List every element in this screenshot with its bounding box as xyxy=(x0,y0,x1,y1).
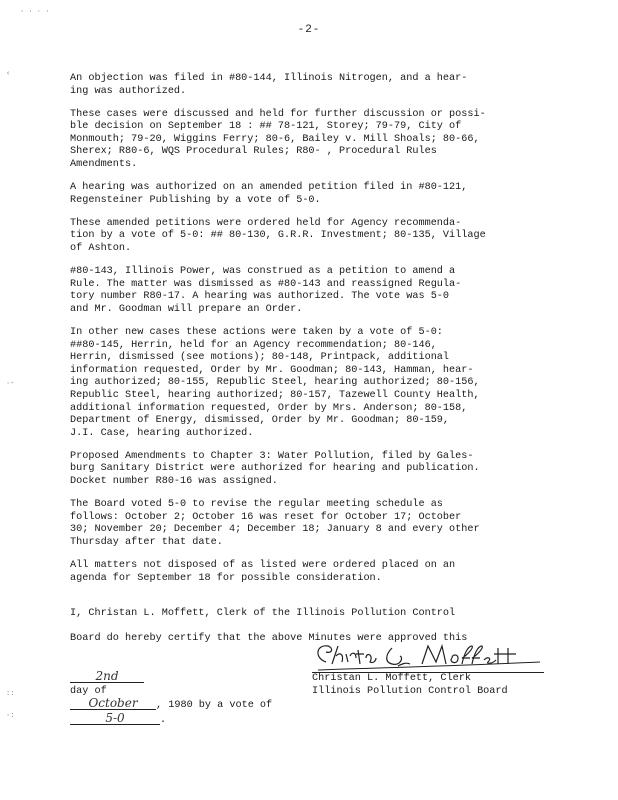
clerk-title: Illinois Pollution Control Board xyxy=(312,685,508,697)
scan-mark: ·: xyxy=(6,712,15,720)
paragraph: Proposed Amendments to Chapter 3: Water Pollution, filed by Gales- burg Sanitary District were authorized for hearing and publication. Docket number R80-16 was assigned. xyxy=(70,450,480,488)
year-label: , 1980 by a vote of xyxy=(156,700,273,712)
certification-line: I, Christan L. Moffett, Clerk of the Illinois Pollution Control xyxy=(70,608,456,620)
handwritten-vote: 5-0 xyxy=(70,713,160,725)
signature-block xyxy=(312,640,572,698)
clerk-name: Christan L. Moffett, Clerk xyxy=(312,673,471,684)
paragraph: These cases were discussed and held for further discussion or possi- ble decision on September 18 : ## 78-121, Storey; 79-79, City of Monmouth; 79-20, Wiggins Ferry; 80-6, Bailey v. Mill Shoals; 80-66, Sherex; R80-6, WQS Procedural Rules; R80- , Procedural Rules Amendments. xyxy=(70,108,486,171)
page-number: -2- xyxy=(297,24,321,36)
handwritten-month: October xyxy=(70,698,156,710)
paragraph: All matters not disposed of as listed were ordered placed on an agenda for September 18 for possible consideration. xyxy=(70,560,456,584)
paragraph: These amended petitions were ordered held for Agency recommenda- tion by a vote of 5-0: ## 80-130, G.R.R. Investment; 80-135, Village of Ashton. xyxy=(70,217,486,255)
paragraph: #80-143, Illinois Power, was construed as a petition to amend a Rule. The matter was dismissed as #80-143 and reassigned Regula- tory number R80-17. A hearing was authorized. The vote was 5-0 and Mr. Goodman will prepare an Order. xyxy=(70,266,462,315)
paragraph: An objection was filed in #80-144, Illinois Nitrogen, and a hear- ing was authorized. xyxy=(70,73,468,97)
scan-mark: ·- xyxy=(6,380,15,388)
scan-mark: · · · · xyxy=(20,8,50,16)
day-of-label: day of xyxy=(70,685,107,697)
scan-mark: :: xyxy=(6,690,15,698)
handwritten-signature xyxy=(312,640,552,676)
certification-line: Board do hereby certify that the above Minutes were approved this xyxy=(70,633,468,645)
paragraph: In other new cases these actions were taken by a vote of 5-0: ##80-145, Herrin, held for an Agency recommendation; 80-146, Herrin, dismissed (see motions); 80-148, Printpack, additional information requested, Order by Mr. Goodman; 80-143, Hamman, hear- ing authorized; 80-155, Republic Steel, hearing authorized; 80-156, Republic Steel, hearing authorized; 80-157, Tazewell County Health, additional information requested, Order by Mrs. Anderson; 80-158, Department of Energy, dismissed, Order by Mr. Goodman; 80-159, J.I. Case, hearing authorized. xyxy=(70,327,480,439)
paragraph: A hearing was authorized on an amended petition filed in #80-121, Regensteiner Publishing by a vote of 5-0. xyxy=(70,182,468,206)
handwritten-day: 2nd xyxy=(70,671,144,683)
scan-mark: ‹ xyxy=(6,70,11,78)
paragraph: The Board voted 5-0 to revise the regular meeting schedule as follows: October 2; October 16 was reset for October 17; October 30; November 20; December 4; December 18; January 8 and every other Thursday after that date. xyxy=(70,499,480,548)
period: . xyxy=(160,715,167,727)
